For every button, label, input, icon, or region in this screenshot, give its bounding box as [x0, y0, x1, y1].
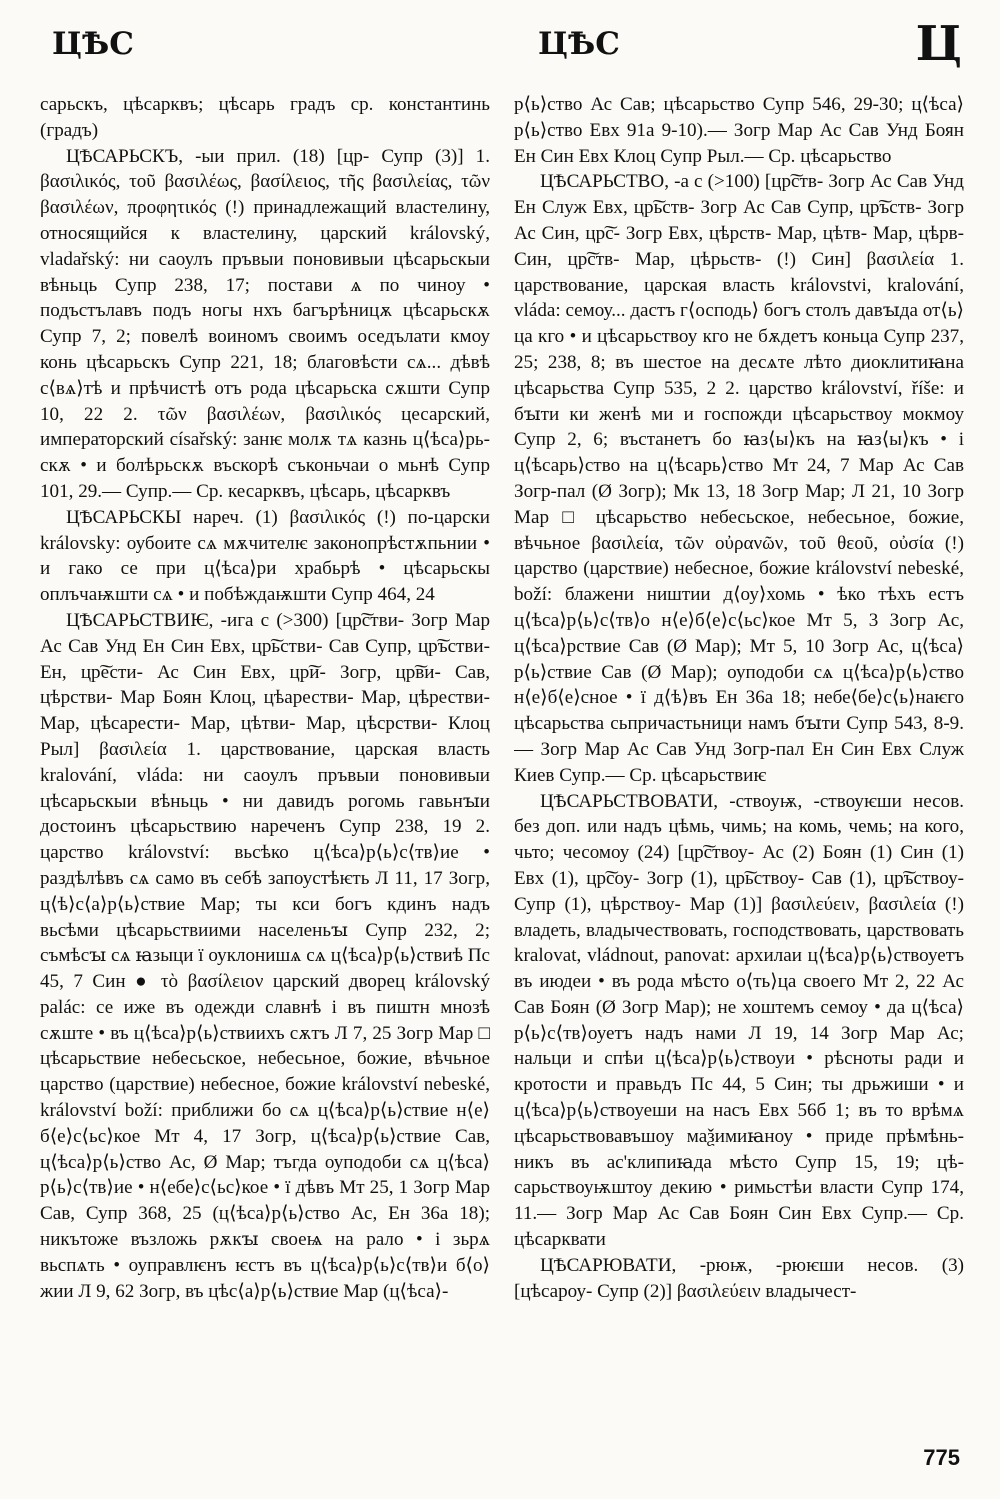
entry-tsesarstvovati: ЦѢСАРЬСТВОВАТИ, -ствоуѭ, -ствоуѥши несов. без доп. или надъ цѣмь, чимь; на комь, чемь; на кого, чьто; чесомоу (24) [цр͠ствоу- Ас (2) Боян (1) Син (1) Евх (1), цр͠соу- Зогр (1), цр͠ьствоу- Сав (1), цр͠ъствоу- Супр (1), цѣрствоу- Мар (1)] βασιλεύειν, βασιλεία (!) владеть, владычествовать, господствовать, царствовать kralovat, vládnout, panovat: архилаи ц⟨ѣса⟩р⟨ь⟩ствоуетъ въ июдеи • въ рода мѣсто о⟨ть⟩ца своего Мт 2, 22 Ас Сав Боян (Ø Зогр Мар); не хоштемъ семоу • да ц⟨ѣса⟩р⟨ь⟩с⟨тв⟩оуетъ надъ нами Л 19, 14 Зогр Мар Ас; нальци и спѣи ц⟨ѣса⟩р⟨ь⟩ствоуи • рѣсноты ради и кротости и правьдъ Пс 44, 5 Син; ты дрьжиши • и ц⟨ѣса⟩р⟨ь⟩ствоуеши на насъ Евх 56б 1; въ то врѣмѧ цѣсарьствовавъшоу маѯимиꙗноу • приде прѣмѣньникъ въ ас'клипиꙗда мѣсто Супр 15, 19; цѣсарьствоуѭштоу декию • римьстѣи власти Супр 174, 11.— Зогр Мар Ас Сав Боян Син Евх Супр.— Ср. цѣсарквати — [514, 790, 964, 1251]
page-number: 775 — [923, 1445, 960, 1470]
entry-tsesarsk: ЦѢСАРЬСКЪ, -ыи прил. (18) [цр- Супр (3)] 1. βασιλικός, τοῦ βασιλέως, βασίλειος, τῆς βασιλείας, τῶν βασιλέων, προφητικός (!) принадлежащий властелину, относящийся к властелину, царский královský, vladařský: ни саоулъ пръвыи поновивыи цѣсарьскыи вѣньць Супр 238, 17; постави ѧ по чиноу • подъстълавъ подъ ногы нхъ багърѣницѫ цѣсарьскѫ Супр 7, 2; повелѣ воиномъ своимъ оседълати кмоу конь цѣсарьскъ Супр 221, 18; благовѣсти сѧ... дѣвѣ с⟨вѧ⟩тѣ и прѣчистѣ отъ рода цѣсарьска сѫшти Супр 10, 22 2. τῶν βασιλέων, βασιλικός цесарский, императорский císařský: занѥ молѫ тѧ казнь ц⟨ѣса⟩рьскѫ • и болѣрьскѫ въскорѣ съконьчаи о мьнѣ Супр 101, 29.— Супр.— Ср. кесарквъ, цѣсарь, цѣсарквъ — [40, 145, 490, 502]
running-head-left: ЦѢС — [52, 26, 134, 62]
entry-tsesaryuvati: ЦѢСАРЮВАТИ, -рюѭ, -рюѥши несов. (3) [цѣсароу- Супр (2)] βασιλεύειν владычест- — [514, 1254, 964, 1302]
entry-tsesarstvie: ЦѢСАРЬСТВИѤ, -ига с (>300) [цр͠стви- Зогр Мар Ас Сав Унд Ен Син Евх, цр͠ьстви- Сав Супр, цр͠ъстви- Ен, цр͠ести- Ас Син Евх, цр͠и- Зогр, цр͠ви- Сав, цѣрстви- Мар Боян Клоц, цѣарестви- Мар, цѣрестви- Мар, цѣсарести- Мар, цѣтви- Мар, цѣсрстви- Клоц Рыл] βασιλεία 1. царствование, царская власть kralování, vláda: ни саоулъ пръвыи поновивыи цѣсарьскыи вѣньць • ни давидъ рогомь гавьнꙑи достоинъ цѣсарьствию нареченъ Супр 238, 19 2. царство království: вьсѣко ц⟨ѣса⟩р⟨ь⟩с⟨тв⟩ие • раздѣлѣвъ сѧ само въ себѣ запоустѣѥть Л 11, 17 Зогр, ц⟨ѣ⟩с⟨а⟩р⟨ь⟩ствие Мар; ты кси богъ кдинъ надъ вьсѣми цѣсарьствиими населеньꙑ Супр 232, 2; съмѣсꙑ сѧ ꙗзыци ї оуклонишѧ сѧ ц⟨ѣса⟩р⟨ь⟩ствиѣ Пс 45, 7 Син ● τὸ βασίλειον царский дворец královský palác: се иже въ одежди славнѣ і въ пиштн мнозѣ сѫште • въ ц⟨ѣса⟩р⟨ь⟩ствиихъ сѫтъ Л 7, 25 Зогр Мар □ цѣсарьствие небесьское, небесьное, божие, вѣчьное царство (царствие) небесное, божие království nebeské, království boží: приближи бо сѧ ц⟨ѣса⟩р⟨ь⟩ствие н⟨е⟩б⟨е⟩с⟨ьс⟩кое Мт 4, 17 Зогр, ц⟨ѣса⟩р⟨ь⟩ствие Сав, ц⟨ѣса⟩р⟨ь⟩ство Ас, Ø Мар; тъгда оуподоби сѧ ц⟨ѣса⟩р⟨ь⟩с⟨тв⟩ие • н⟨ебе⟩с⟨ьс⟩кое • ї дѣвъ Мт 25, 1 Зогр Мар Сав, Супр 368, 25 (ц⟨ѣса⟩р⟨ь⟩ство Ас, Ен 36а 18); никътоже възложь рѫкꙑ своеѩ на рало • і зьрѧ вьспѧть • оуправлѥнъ ѥстъ въ ц⟨ѣса⟩р⟨ь⟩с⟨тв⟩и б⟨о⟩жии Л 9, 62 Зогр, въ цѣс⟨а⟩р⟨ь⟩ствие Мар (ц⟨ѣса⟩- — [40, 609, 490, 1302]
entry-continuation: сарьскъ, цѣсарквъ; цѣсарь градъ ср. константинь (градъ) — [40, 94, 490, 141]
running-head-center: ЦѢС — [538, 26, 620, 62]
running-head-letter: Ц — [915, 16, 962, 72]
entry-tsesarstvo: ЦѢСАРЬСТВО, -а с (>100) [цр͠ств- Зогр Ас Сав Унд Ен Служ Евх, цр͠ьств- Зогр Ас Сав Супр, цр͠ъств- Зогр Ас Син, цр͠с- Зогр Евх, цѣрств- Мар, цѣтв- Мар, цѣрв- Син, цр͠ств- Мар, цѣрьств- (!) Син] βασιλεία 1. царствование, царская власть královstvі, kralování, vláda: семоу... дастъ г⟨осподь⟩ богъ столъ давꙑда от⟨ь⟩ца кго • и цѣсарьствоу кго не бѫдетъ коньца Супр 237, 25; 238, 8; въ шестое на десѧте лѣто диоклитиꙗна цѣсарьства Супр 535, 2 2. царство království, říše: и бꙑти ки женѣ ми и госпожди цѣсарьствоу мокмоу Супр 2, 6; въстанетъ бо ꙗз⟨ы⟩къ на ꙗз⟨ы⟩къ • і ц⟨ѣсарь⟩ство на ц⟨ѣсарь⟩ство Мт 24, 7 Мар Ас Сав Зогр-пал (Ø Зогр); Мк 13, 18 Зогр Мар; Л 21, 10 Зогр Мар □ цѣсарьство небесьское, небесьное, божие, вѣчьное βασιλεία, τῶν οὐρανῶν, τοῦ θεοῦ, οὐσία (!) царство (царствие) небесное, божие království nebeské, boží: блажени ништии д⟨оу⟩хомь • ѣко тѣхъ естъ ц⟨ѣса⟩р⟨ь⟩с⟨тв⟩о н⟨е⟩б⟨е⟩с⟨ьс⟩кое Мт 5, 3 Зогр Ас, ц⟨ѣса⟩рствие Сав (Ø Мар); Мт 5, 10 Зогр Ас, ц⟨ѣса⟩р⟨ь⟩ствие Сав (Ø Мар); оуподоби сѧ ц⟨ѣса⟩р⟨ь⟩ство н⟨е⟩б⟨е⟩сное • ї д⟨ѣ⟩въ Ен 36а 18; небе⟨бе⟩с⟨ь⟩наѥго цѣсарьства сьпричастьници намъ бꙑти Супр 543, 8-9.— Зогр Мар Ас Сав Унд Зогр-пал Ен Син Евх Служ Киев Супр.— Ср. цѣсарьствиѥ — [514, 171, 964, 786]
left-column — [40, 92, 490, 1442]
entry-continuation: р⟨ь⟩ство Ас Сав; цѣсарьство Супр 546, 29-30; ц⟨ѣса⟩р⟨ь⟩ство Евх 91а 9-10).— Зогр Мар Ас Сав Унд Боян Ен Син Евх Клоц Супр Рыл.— Ср. цѣсарьство — [514, 94, 964, 167]
entry-tsesarsky: ЦѢСАРЬСКЫ нареч. (1) βασιλικός (!) по-царски královsky: оубоите сѧ мѫчителѥ законопрѣстѫпьнии • и гако се при ц⟨ѣса⟩ри храбьрѣ • цѣсарьскы оплъчаѭшти сѧ • и побѣждаѭшти Супр 464, 24 — [40, 506, 490, 606]
right-column — [514, 92, 964, 1442]
